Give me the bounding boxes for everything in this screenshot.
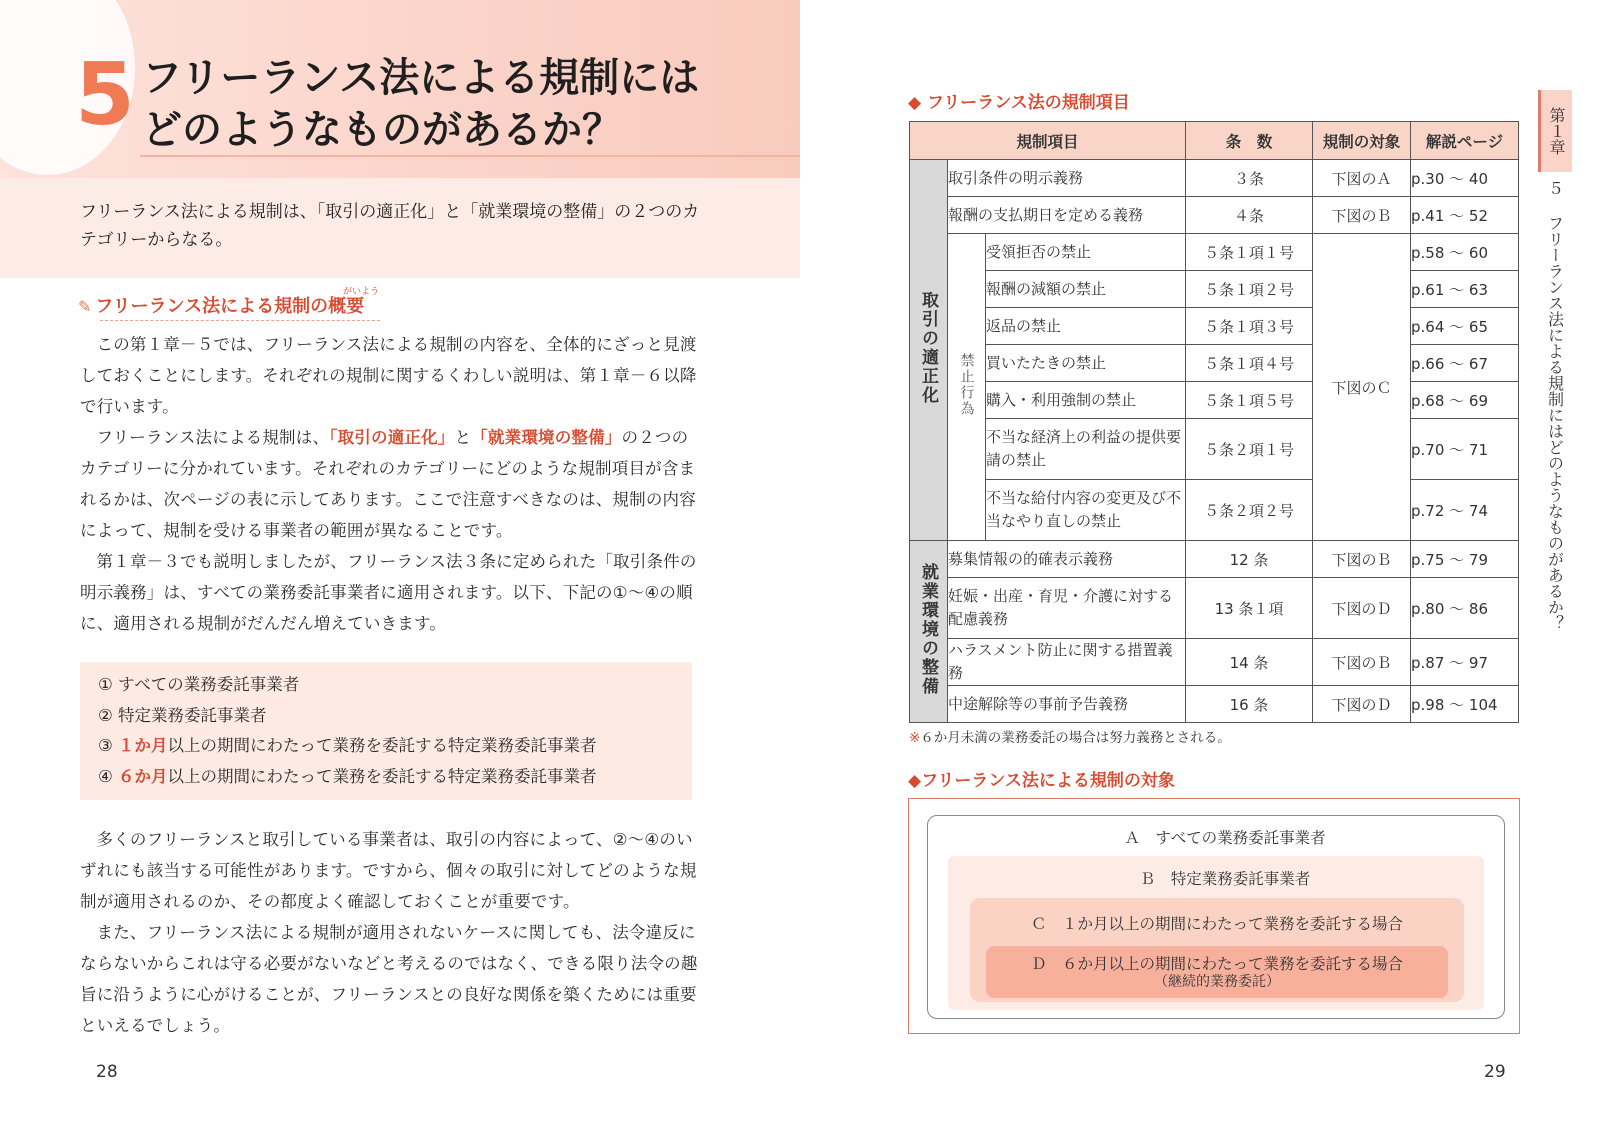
row-article: 13 条１項: [1186, 578, 1313, 639]
row-item: 報酬の支払期日を定める義務: [948, 197, 1186, 234]
row-page: p.58 ～ 60: [1411, 234, 1519, 271]
row-article: ５条１項４号: [1186, 345, 1313, 382]
row-item: 購入・利用強制の禁止: [986, 382, 1186, 419]
table-row: [910, 578, 1519, 639]
row-article: ５条１項２号: [1186, 271, 1313, 308]
pencil-icon: ✎: [78, 297, 92, 316]
row-article: ５条１項１号: [1186, 234, 1313, 271]
level-a-label: Ａ すべての業務委託事業者: [1124, 829, 1326, 847]
row-page: p.75 ～ 79: [1411, 541, 1519, 578]
row-page: p.61 ～ 63: [1411, 271, 1519, 308]
scope-item-text: ① すべての業務委託事業者: [98, 675, 300, 694]
header-target: 規制の対象: [1313, 122, 1411, 160]
row-article: ５条１項３号: [1186, 308, 1313, 345]
scope-list-item: [80, 731, 692, 762]
row-article: 14 条: [1186, 639, 1313, 686]
level-d-sublabel: （継続的業務委託）: [1154, 974, 1280, 990]
table-row: [910, 234, 1519, 271]
scope-list-item: [80, 670, 692, 701]
row-item: 不当な給付内容の変更及び不当なやり直しの禁止: [986, 480, 1186, 541]
title-line-1: フリーランス法による規制には: [142, 55, 700, 101]
row-item: ハラスメント防止に関する措置義務: [948, 639, 1186, 686]
row-page: p.72 ～ 74: [1411, 480, 1519, 541]
row-item: 取引条件の明示義務: [948, 160, 1186, 197]
side-tab-text: 第１章: [1547, 107, 1566, 155]
row-article: ３条: [1186, 160, 1313, 197]
row-item: 返品の禁止: [986, 308, 1186, 345]
row-item: 中途解除等の事前予告義務: [948, 686, 1186, 723]
scope-item-text-rest: 以上の期間にわたって業務を委託する特定業務委託事業者: [167, 736, 597, 755]
row-article: ５条２項２号: [1186, 480, 1313, 541]
row-page: p.66 ～ 67: [1411, 345, 1519, 382]
table-row: [910, 160, 1519, 197]
row-article: ５条２項１号: [1186, 419, 1313, 480]
footnote-text: ６か月未満の業務委託の場合は努力義務とされる。: [920, 730, 1231, 746]
side-title-text: ５ フリーランス法による規制にはどのようなものがあるか？: [1545, 180, 1565, 631]
row-article: ４条: [1186, 197, 1313, 234]
row-target: 下図のＢ: [1313, 541, 1411, 578]
row-page: p.87 ～ 97: [1411, 639, 1519, 686]
page-title: [142, 52, 699, 156]
table-row: [910, 480, 1519, 541]
running-side-title: [1540, 180, 1570, 650]
table-row: [910, 345, 1519, 382]
section-heading-text: フリーランス法による規制の概要: [95, 296, 365, 317]
title-line-2: どのようなものがあるか？: [142, 107, 622, 153]
category-torihiki-text: 取引の適正化: [918, 290, 938, 405]
ruby-text: がいよう: [343, 287, 380, 297]
paragraph-1: この第１章－５では、フリーランス法による規制の内容を、全体的にざっと見渡しておくことにします。それぞれの規制に関するくわしい説明は、第１章－６以降で行います。: [80, 335, 697, 416]
table-row: [910, 419, 1519, 480]
body-block-2: [80, 824, 700, 1041]
row-page: p.68 ～ 69: [1411, 382, 1519, 419]
paragraph-5: また、フリーランス法による規制が適用されないケースに関しても、法令違反にならないからこれは守る必要がないなどと考えるのではなく、できる限り法令の趣旨に沿うように心がけることが、フリーランスとの良好な関係を築くためには重要といえるでしょう。: [80, 923, 698, 1035]
row-target: 下図のＣ: [1313, 234, 1411, 541]
header-item: 規制項目: [910, 122, 1186, 160]
table-header-row: [910, 122, 1519, 160]
scope-item-text: ③: [98, 736, 119, 755]
paragraph-2-text-b: と: [454, 428, 472, 447]
chapter-side-tab: [1538, 90, 1572, 172]
section-underline: [100, 320, 380, 321]
row-article: 12 条: [1186, 541, 1313, 578]
scope-item-text: ② 特定業務委託事業者: [98, 705, 267, 725]
title-underline: [140, 155, 800, 157]
scope-item-highlight: １か月: [118, 736, 168, 755]
scope-item-text: ④: [98, 766, 119, 786]
paragraph-4: 多くのフリーランスと取引している事業者は、取引の内容によって、②～④のいずれにも該当する可能性があります。ですから、個々の取引に対してどのような規制が適用されるのか、その都度よく確認しておくことが重要です。: [80, 830, 697, 911]
paragraph-2: [80, 422, 700, 546]
header-page: 解説ページ: [1411, 122, 1519, 160]
row-article: 16 条: [1186, 686, 1313, 723]
level-b-label: Ｂ 特定業務委託事業者: [1139, 870, 1311, 888]
highlight-torihiki: 「取引の適正化」: [329, 428, 455, 447]
row-target: 下図のＢ: [1313, 197, 1411, 234]
scope-list-item: [80, 762, 692, 793]
row-article: ５条１項５号: [1186, 382, 1313, 419]
diagram-heading: ◆フリーランス法による規制の対象: [908, 771, 1175, 791]
table-row: [910, 382, 1519, 419]
row-page: p.30 ～ 40: [1411, 160, 1519, 197]
paragraph-2-text-a: フリーランス法による規制は、: [96, 428, 330, 447]
category-torihiki: [910, 160, 948, 541]
category-shugyo: [910, 541, 948, 723]
table-row: [910, 197, 1519, 234]
subcategory-prohibited-text: 禁止行為: [958, 353, 975, 417]
table-row: [910, 639, 1519, 686]
row-item: 報酬の減額の禁止: [986, 271, 1186, 308]
row-item: 不当な経済上の利益の提供要請の禁止: [986, 419, 1186, 480]
table-heading: ◆ フリーランス法の規制項目: [908, 93, 1130, 113]
highlight-shugyo: 「就業環境の整備」: [471, 428, 622, 447]
header-article: 条 数: [1186, 122, 1313, 160]
level-d-label: Ｄ ６か月以上の期間にわたって業務を委託する場合: [1030, 955, 1403, 973]
page-number-right: 29: [1484, 1062, 1506, 1082]
intro-text: フリーランス法による規制は、「取引の適正化」と「就業環境の整備」の２つのカテゴリーからなる。: [80, 202, 700, 250]
row-item: 買いたたきの禁止: [986, 345, 1186, 382]
row-page: p.41 ～ 52: [1411, 197, 1519, 234]
scope-item-text-rest: 以上の期間にわたって業務を委託する特定業務委託事業者: [167, 766, 597, 786]
table-row: [910, 271, 1519, 308]
row-page: p.64 ～ 65: [1411, 308, 1519, 345]
paragraph-3: 第１章－３でも説明しましたが、フリーランス法３条に定められた「取引条件の明示義務」は、すべての業務委託事業者に適用されます。以下、下記の①～④の順に、適用される規制がだんだん増えていきます。: [80, 552, 697, 633]
table-body: [910, 160, 1519, 723]
row-page: p.70 ～ 71: [1411, 419, 1519, 480]
scope-item-highlight: ６か月: [118, 766, 168, 786]
scope-list-item: [80, 701, 692, 732]
regulation-table: [909, 121, 1519, 723]
row-item: 受領拒否の禁止: [986, 234, 1186, 271]
row-target: 下図のＤ: [1313, 686, 1411, 723]
row-page: p.80 ～ 86: [1411, 578, 1519, 639]
footnote-asterisk: ※: [909, 730, 921, 746]
chapter-number: 5: [75, 45, 135, 145]
table-footnote: [909, 726, 1231, 746]
body-block-1: [80, 329, 700, 639]
table-row: [910, 308, 1519, 345]
row-target: 下図のＤ: [1313, 578, 1411, 639]
section-heading: [78, 287, 380, 318]
row-item: 募集情報の的確表示義務: [948, 541, 1186, 578]
row-item: 妊娠・出産・育児・介護に対する配慮義務: [948, 578, 1186, 639]
scope-list-box: [80, 662, 692, 800]
subcategory-prohibited: [948, 234, 986, 541]
scope-list: [80, 662, 692, 792]
paragraph-2-text-c: の２つのカテゴリーに分かれています。それぞれのカテゴリーにどのような規制項目が含まれるかは、次ページの表に示してあります。ここで注意すべきなのは、規制の内容によって、規制を受ける事業者の範囲が異なることです。: [80, 428, 696, 540]
level-c-label: Ｃ １か月以上の期間にわたって業務を委託する場合: [1030, 915, 1403, 933]
row-page: p.98 ～ 104: [1411, 686, 1519, 723]
page-number-left: 28: [96, 1062, 118, 1082]
table-row: [910, 686, 1519, 723]
table-row: [910, 541, 1519, 578]
category-shugyo-text: 就業環境の整備: [918, 562, 938, 696]
row-target: 下図のＡ: [1313, 160, 1411, 197]
row-target: 下図のＢ: [1313, 639, 1411, 686]
